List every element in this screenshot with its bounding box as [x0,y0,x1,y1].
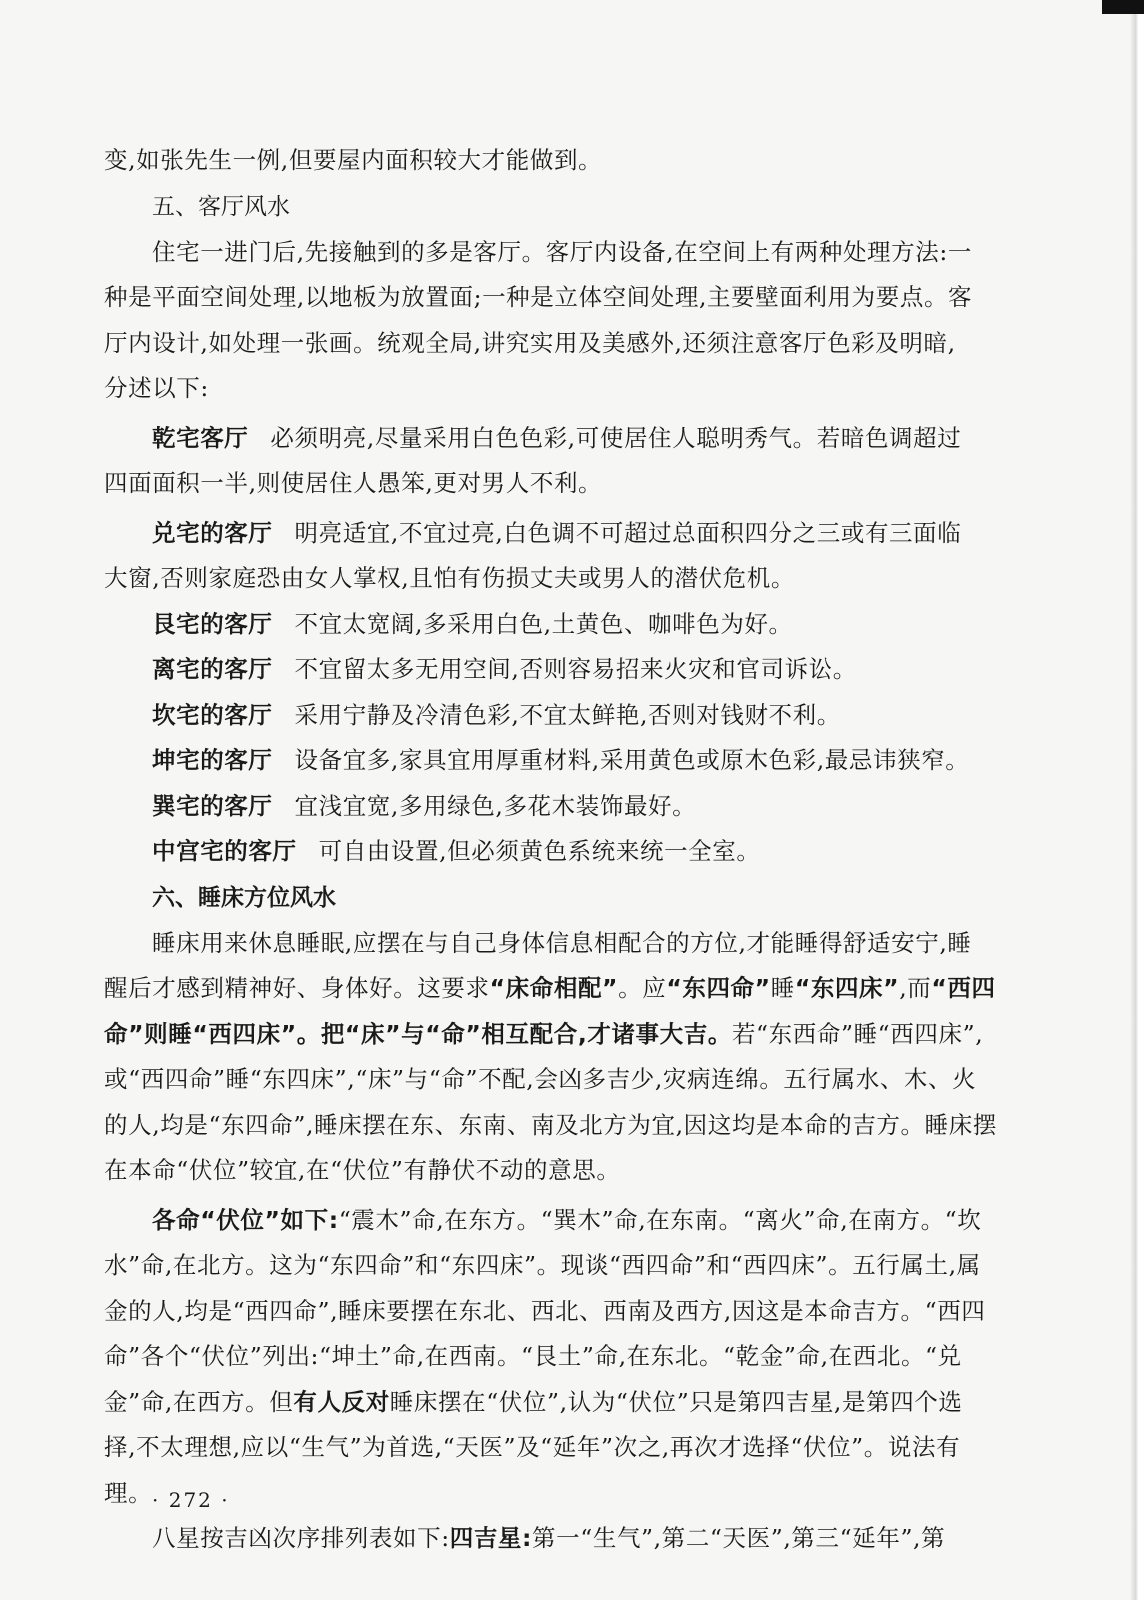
entry-text: 不宜留太多无用空间,否则容易招来火灾和官司诉讼。 [294,655,857,683]
text-run: 。应 [618,974,667,1002]
paragraph-line: 住宅一进门后,先接触到的多是客厅。客厅内设备,在空间上有两种处理方法:一 [152,237,972,266]
section-heading-bed-position: 六、睡床方位风水 [152,884,336,911]
paragraph-line: 择,不太理想,应以“生气”为首选,“天医”及“延年”次之,再次才选择“伏位”。说法有 [104,1433,961,1461]
bold-run: 四吉星: [449,1524,533,1552]
paragraph-line: 理。 [104,1478,153,1507]
text-run: 睡床摆在“伏位”,认为“伏位”只是第四吉星,是第四个选 [389,1387,963,1416]
paragraph-line: 四面面积一半,则使居住人愚笨,更对男人不利。 [104,469,603,497]
text-run: 八星按吉凶次序排列表如下: [152,1524,450,1552]
text-run: ,而 [899,974,932,1002]
text-run: 醒后才感到精神好、身体好。这要求 [104,974,490,1002]
bold-run: “西四 [931,974,996,1002]
text-run: 睡 [770,974,795,1002]
page-body [104,138,1059,1562]
entry-text: 明亮适宜,不宜过亮,白色调不可超过总面积四分之三或有三面临 [294,518,962,547]
paragraph-line: 金的人,均是“西四命”,睡床要摆在东北、西北、西南及西方,因这是本命吉方。“西四 [104,1296,986,1325]
bold-run: 命”则睡“西四床”。把“床”与“命”相互配合,才诸事大吉。 [104,1019,732,1048]
entry-xun [104,784,1059,830]
paragraph-line: 分述以下: [104,374,209,402]
paragraph-line: 或“西四命”睡“东四床”,“床”与“命”不配,会凶多吉少,灾病连绵。五行属水、木、火 [104,1065,977,1093]
entry-text: 设备宜多,家具宜用厚重材料,采用黄色或原木色彩,最忌讳狭窄。 [294,746,970,774]
entry-term: 离宅的客厅 [152,655,273,683]
paragraph-line [104,1012,1059,1058]
paragraph-line: 的人,均是“东四命”,睡床摆在东、东南、南及北方为宜,因这均是本命的吉方。睡床摆 [104,1110,997,1139]
paragraph-line: 睡床用来休息睡眠,应摆在与自己身体信息相配合的方位,才能睡得舒适安宁,睡 [152,928,972,957]
entry-term: 坤宅的客厅 [152,746,273,774]
paragraph-line [104,1380,1059,1426]
paragraph-line [104,966,1059,1012]
entry-li [104,647,1059,693]
entry-zhonggong [104,829,1059,875]
paragraph-line: 大窗,否则家庭恐由女人掌权,且怕有伤损丈夫或男人的潜伏危机。 [104,564,795,592]
entry-kun [104,738,1059,784]
text-run: 第一“生气”,第二“天医”,第三“延年”,第 [532,1524,946,1552]
entry-kan [104,693,1059,739]
entry-term: 坎宅的客厅 [152,700,273,729]
entry-text: 宜浅宜宽,多用绿色,多花木装饰最好。 [294,791,697,820]
entry-term: 巽宅的客厅 [152,791,273,820]
page-number: · 272 · [152,1488,230,1512]
section-heading-living-room: 五、客厅风水 [152,193,290,220]
entry-text: 不宜太宽阔,多采用白色,土黄色、咖啡色为好。 [294,609,793,638]
bold-run: “东四床” [794,974,900,1002]
page-edge [1130,0,1144,1600]
text-run: 金”命,在西方。但 [104,1387,294,1416]
text-run: “震木”命,在东方。“巽木”命,在东南。“离火”命,在南方。“坎 [338,1205,982,1234]
entry-dui [104,511,1059,557]
entry-gen [104,602,1059,648]
paragraph-line [104,1516,1059,1562]
bold-run: “东四命” [666,974,771,1002]
paragraph-line: 在本命“伏位”较宜,在“伏位”有静伏不动的意思。 [104,1156,621,1184]
paragraph-line: 厅内设计,如处理一张画。统观全局,讲究实用及美感外,还须注意客厅色彩及明暗, [104,328,956,357]
paragraph-line: 命”各个“伏位”列出:“坤土”命,在西南。“艮土”命,在东北。“乾金”命,在西北。“兑 [104,1342,962,1370]
entry-qian [104,416,1059,462]
bold-run: 有人反对 [293,1387,390,1416]
paragraph-line: 种是平面空间处理,以地板为放置面;一种是立体空间处理,主要壁面利用为要点。客 [104,283,973,311]
entry-term: 中宫宅的客厅 [152,837,297,865]
bold-run: “床命相配” [489,974,619,1002]
paragraph-line [104,1198,1059,1244]
entry-text: 可自由设置,但必须黄色系统来统一全室。 [318,837,761,865]
entry-term: 艮宅的客厅 [152,609,273,638]
bold-run: 各命“伏位”如下: [152,1205,339,1234]
entry-text: 必须明亮,尽量采用白色色彩,可使居住人聪明秀气。若暗色调超过 [270,423,962,452]
paragraph-line: 水”命,在北方。这为“东四命”和“东四床”。现谈“西四命”和“西四床”。五行属土,属 [104,1251,981,1279]
entry-term: 兑宅的客厅 [152,518,273,547]
entry-term: 乾宅客厅 [152,423,249,452]
entry-text: 采用宁静及冷清色彩,不宜太鲜艳,否则对钱财不利。 [294,700,841,729]
scan-corner-mark [1102,0,1144,14]
continuation-line: 变,如张先生一例,但要屋内面积较大才能做到。 [104,146,603,174]
text-run: 若“东西命”睡“西四床”, [731,1019,984,1048]
